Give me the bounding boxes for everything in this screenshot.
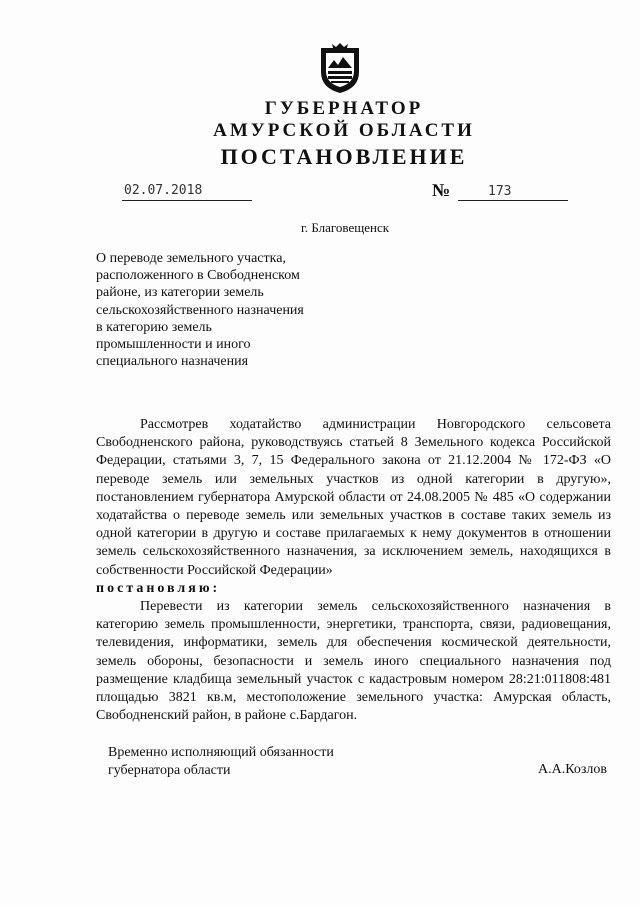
decree-word: постановляю:: [96, 580, 221, 596]
number-label: №: [432, 180, 451, 200]
document-body: [96, 416, 611, 725]
subject-line: промышленности и иного: [96, 337, 251, 353]
document-number: 173: [488, 184, 512, 199]
subject-line: О переводе земельного участка,: [96, 251, 286, 266]
number-underline: [458, 200, 568, 201]
coat-of-arms-emblem-icon: [317, 42, 363, 94]
subject-line: расположенного в Свободненском: [96, 268, 300, 284]
decree-paragraph: Перевести из категории земель сельскохозяйственного назначения в категорию земель промышленности, энергетики, транспорта, связи, радиовещания, телевидения, информатики, земель для обеспечения космической деятельности, земель обороны, безопасности и земель иного специального назначения под размещение кладбища земельный участок с кадастровым номером 28:21:011808:481 площадью 3821 кв.м, местоположение земельного участка: Амурская область, Свободненский район, в районе с.Бардагон.: [96, 599, 611, 724]
subject-line: специального назначения: [96, 354, 249, 370]
signatory-name: А.А.Козлов: [538, 762, 607, 777]
preamble-paragraph: Рассмотрев ходатайство администрации Новгородского сельсовета Свободненского района, руководствуясь статьей 8 Земельного кодекса Российской Федерации, статьями 3, 7, 15 Федерального закона от 21.12.2004 № 172-ФЗ «О переводе земель или земельных участков из одной категории в другую», постановлением губернатора Амурской области от 24.08.2005 № 485 «О содержании ходатайства о переводе земель или земельных участков в составе таких земель из одной категории в другую и составе прилагаемых к нему документов в отношении земель сельскохозяйственного назначения, за исключением земель, находящихся в собственности Российской Федерации»: [96, 417, 611, 578]
signatory-position-line1: Временно исполняющий обязанности: [108, 745, 334, 760]
document-date: 02.07.2018: [124, 183, 203, 198]
authority-title-line1: ГУБЕРНАТОР: [264, 98, 424, 119]
subject-line: районе, из категории земель: [96, 285, 264, 301]
document-type-title: ПОСТАНОВЛЕНИЕ: [220, 144, 468, 169]
signatory-position-line2: губернатора области: [108, 763, 231, 778]
authority-title-line2: АМУРСКОЙ ОБЛАСТИ: [213, 120, 475, 141]
signatory-position: [108, 744, 334, 780]
document-subject: [96, 250, 356, 370]
date-underline: [122, 200, 252, 201]
subject-line: сельскохозяйственного назначения: [96, 302, 304, 318]
city-name: г. Благовещенск: [300, 220, 390, 235]
subject-line: в категорию земель: [96, 319, 212, 335]
